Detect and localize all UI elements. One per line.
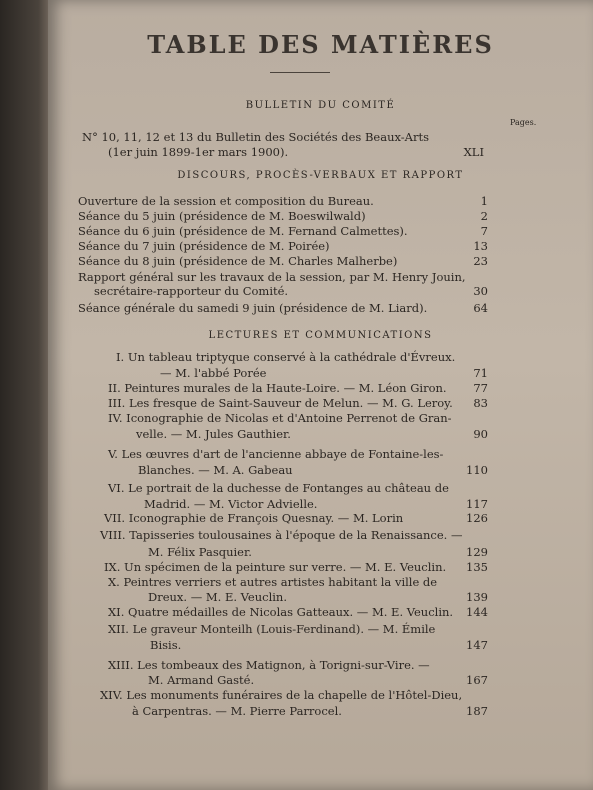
pages-column-label: Pages. xyxy=(510,118,537,127)
toc-entry-page: 187 xyxy=(466,704,488,718)
toc-entry-text: VIII. Tapisseries toulousaines à l'époque de la Renaissance. — xyxy=(100,528,463,542)
toc-entry-text: — M. l'abbé Porée xyxy=(160,366,267,380)
toc-entry-page: 110 xyxy=(466,463,488,477)
toc-entry-page: 7 xyxy=(480,224,488,238)
toc-entry-text: V. Les œuvres d'art de l'ancienne abbaye de Fontaine-les- xyxy=(108,447,444,461)
page-title: TABLE DES MATIÈRES xyxy=(147,30,494,59)
toc-entry-page: 77 xyxy=(473,381,488,395)
toc-entry-text: secrétaire-rapporteur du Comité. xyxy=(94,284,289,298)
bulletin-entry-page: XLI xyxy=(463,145,484,159)
bulletin-entry-line1: N° 10, 11, 12 et 13 du Bulletin des Sociétés des Beaux-Arts xyxy=(82,130,429,144)
toc-entry-text: Rapport général sur les travaux de la session, par M. Henry Jouin, xyxy=(78,270,466,284)
toc-entry-text: VII. Iconographie de François Quesnay. — M. Lorin xyxy=(104,511,404,525)
toc-entry-text: Ouverture de la session et composition du Bureau. xyxy=(78,194,374,208)
bulletin-entry-line2: (1er juin 1899-1er mars 1900). xyxy=(108,145,289,159)
toc-entry-text: Dreux. — M. E. Veuclin. xyxy=(148,590,287,604)
toc-entry-text: Madrid. — M. Victor Advielle. xyxy=(144,497,318,511)
toc-entry-text: Séance du 7 juin (présidence de M. Poirée) xyxy=(78,239,330,253)
toc-entry-text: Bisis. xyxy=(150,638,182,652)
toc-entry-page: 90 xyxy=(473,427,488,441)
toc-entry-text: XIII. Les tombeaux des Matignon, à Torigni-sur-Vire. — xyxy=(108,658,430,672)
toc-entry-text: M. Félix Pasquier. xyxy=(148,545,252,559)
toc-entry-text: II. Peintures murales de la Haute-Loire. — M. Léon Giron. xyxy=(108,381,447,395)
toc-entry-page: 64 xyxy=(473,301,488,315)
toc-entry-page: 135 xyxy=(466,560,488,574)
toc-entry-page: 167 xyxy=(466,673,488,687)
book-page xyxy=(48,0,593,790)
toc-entry-page: 1 xyxy=(480,194,488,208)
toc-entry-text: XII. Le graveur Monteilh (Louis-Ferdinand). — M. Émile xyxy=(108,622,436,636)
toc-entry-page: 139 xyxy=(466,590,488,604)
section-heading-bulletin: BULLETIN DU COMITÉ xyxy=(245,100,396,111)
toc-entry-page: 83 xyxy=(473,396,488,410)
toc-entry-text: M. Armand Gasté. xyxy=(148,673,255,687)
toc-entry-text: Séance du 6 juin (présidence de M. Fernand Calmettes). xyxy=(78,224,408,238)
toc-entry-text: IX. Un spécimen de la peinture sur verre. — M. E. Veuclin. xyxy=(104,560,447,574)
toc-entry-page: 129 xyxy=(466,545,488,559)
toc-entry-page: 23 xyxy=(473,254,488,268)
toc-entry-text: Séance du 8 juin (présidence de M. Charles Malherbe) xyxy=(78,254,398,268)
toc-entry-text: VI. Le portrait de la duchesse de Fontanges au château de xyxy=(108,481,449,495)
toc-entry-text: X. Peintres verriers et autres artistes habitant la ville de xyxy=(108,575,438,589)
toc-entry-page: 147 xyxy=(466,638,488,652)
toc-entry-text: Séance générale du samedi 9 juin (présidence de M. Liard). xyxy=(78,301,428,315)
toc-entry-text: I. Un tableau triptyque conservé à la cathédrale d'Évreux. xyxy=(116,350,456,364)
title-rule xyxy=(270,72,330,73)
section-heading-discours: DISCOURS, PROCÈS-VERBAUX ET RAPPORT xyxy=(177,170,464,181)
toc-entry-page: 71 xyxy=(473,366,488,380)
toc-entry-page: 144 xyxy=(466,605,488,619)
toc-entry-text: Blanches. — M. A. Gabeau xyxy=(138,463,293,477)
toc-entry-text: XI. Quatre médailles de Nicolas Gatteaux. — M. E. Veuclin. xyxy=(108,605,454,619)
toc-entry-page: 13 xyxy=(473,239,488,253)
toc-entry-text: XIV. Les monuments funéraires de la chapelle de l'Hôtel-Dieu, xyxy=(100,688,463,702)
toc-entry-text: velle. — M. Jules Gauthier. xyxy=(136,427,291,441)
toc-entry-text: Séance du 5 juin (présidence de M. Boeswilwald) xyxy=(78,209,366,223)
toc-entry-page: 126 xyxy=(466,511,488,525)
section-heading-lectures: LECTURES ET COMMUNICATIONS xyxy=(208,330,433,341)
toc-entry-page: 2 xyxy=(480,209,488,223)
toc-entry-text: IV. Iconographie de Nicolas et d'Antoine Perrenot de Gran- xyxy=(108,411,452,425)
toc-entry-text: à Carpentras. — M. Pierre Parrocel. xyxy=(132,704,342,718)
book-gutter xyxy=(0,0,48,790)
toc-entry-page: 30 xyxy=(473,284,488,298)
toc-entry-page: 117 xyxy=(466,497,488,511)
toc-entry-text: III. Les fresque de Saint-Sauveur de Melun. — M. G. Leroy. xyxy=(108,396,453,410)
